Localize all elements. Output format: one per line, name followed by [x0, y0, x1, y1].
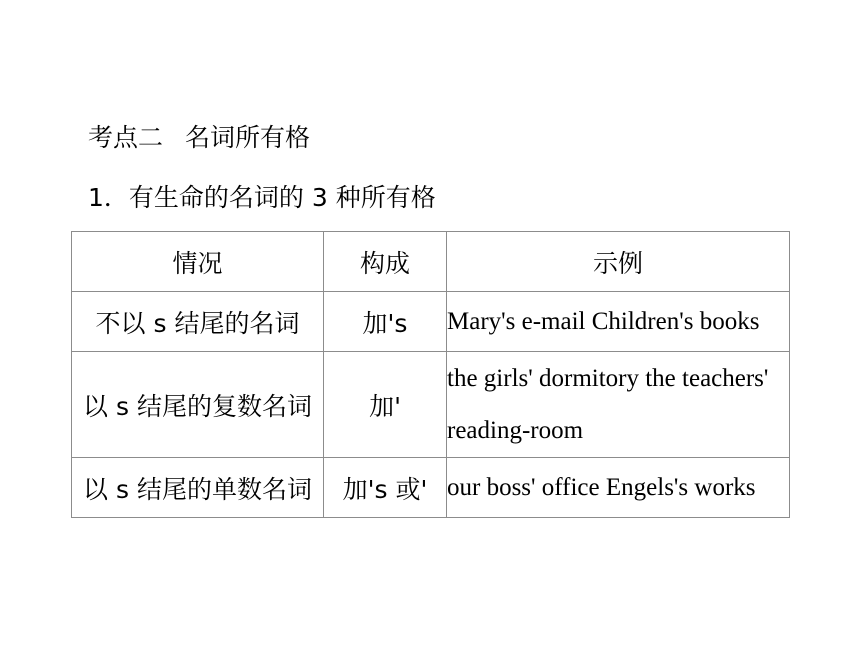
heading-title: 名词所有格: [185, 123, 311, 152]
section-heading: [88, 118, 310, 154]
header-form: 构成: [324, 232, 447, 292]
possessive-table: [71, 231, 790, 518]
subheading: 1．有生命的名词的 3 种所有格: [88, 183, 436, 212]
heading-label: 考点二: [88, 123, 164, 152]
table-row: [72, 458, 790, 518]
cell-situation: 不以 s 结尾的名词: [72, 292, 324, 352]
cell-form: 加': [324, 352, 447, 458]
table-row: [72, 352, 790, 458]
cell-example: [447, 292, 790, 352]
header-example: 示例: [447, 232, 790, 292]
cell-situation: 以 s 结尾的复数名词: [72, 352, 324, 458]
header-situation: 情况: [72, 232, 324, 292]
table-row: [72, 292, 790, 352]
table-header-row: [72, 232, 790, 292]
cell-form: 加's: [324, 292, 447, 352]
cell-example: [447, 352, 790, 458]
example-line: Mary's e-mail Children's books: [447, 307, 760, 335]
cell-situation: 以 s 结尾的单数名词: [72, 458, 324, 518]
example-line: our boss' office Engels's works: [447, 473, 756, 501]
example-line: reading-room: [447, 416, 584, 444]
cell-example: [447, 458, 790, 518]
cell-form: 加's 或': [324, 458, 447, 518]
example-line: the girls' dormitory the teachers': [447, 364, 769, 392]
